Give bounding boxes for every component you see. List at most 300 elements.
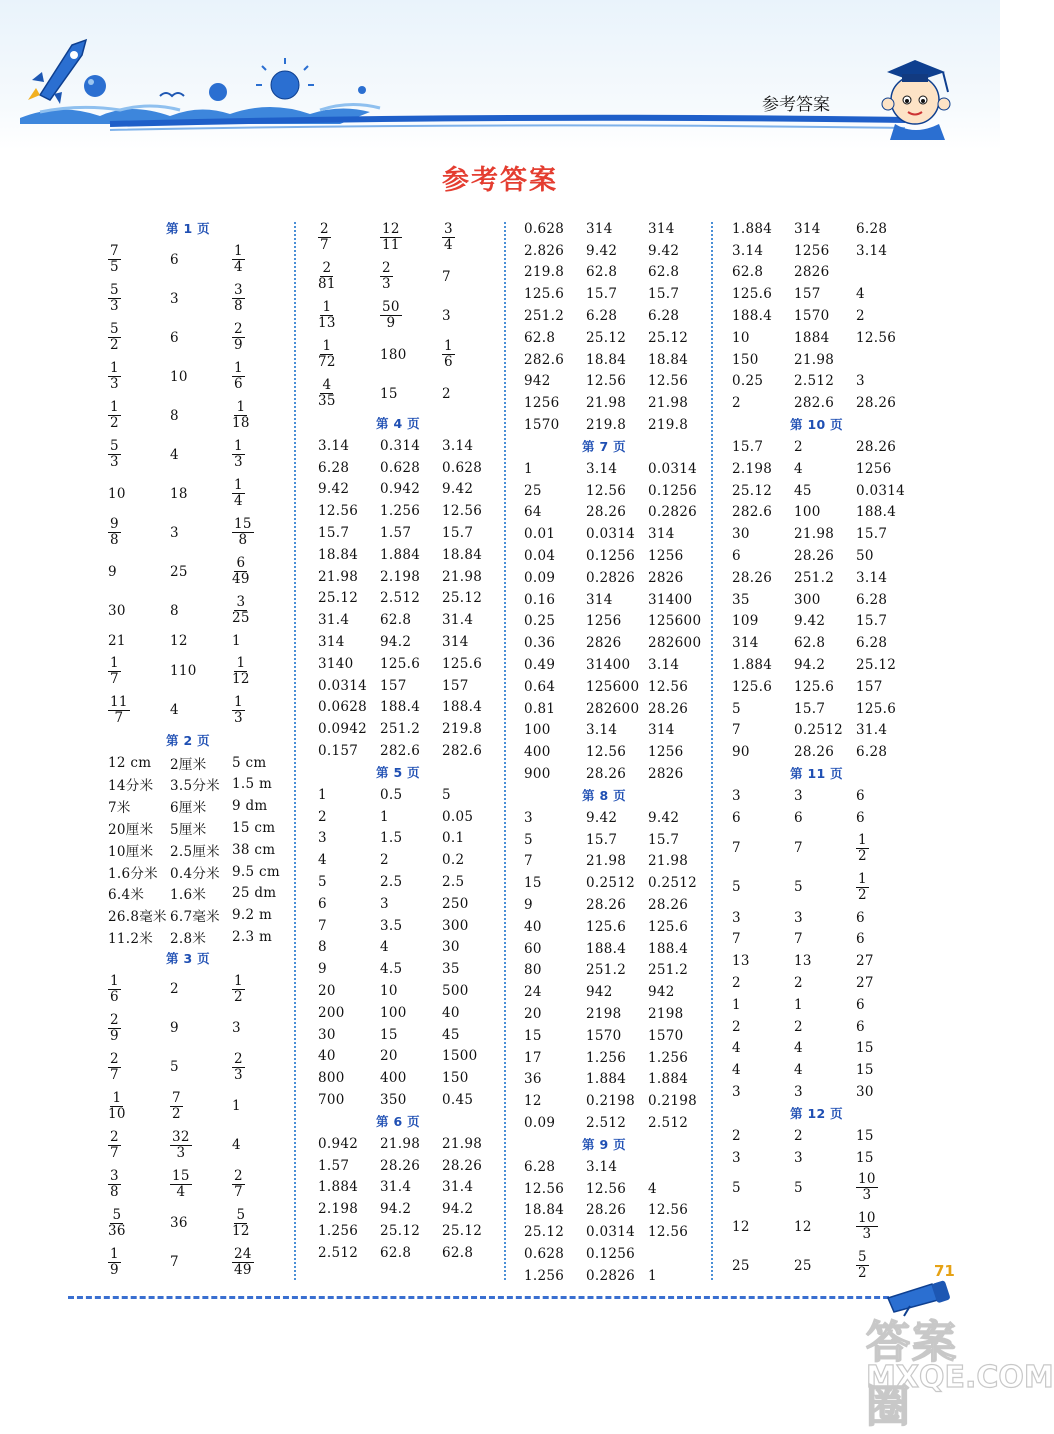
answer-value: 3.14 [732,242,764,259]
answer-value: 0.05 [442,808,474,825]
answer-value: 18.84 [648,351,689,368]
fraction-answer [232,695,302,726]
numerator: 1 [110,360,119,376]
answer-value: 25.12 [380,1222,421,1239]
numerator: 5 [110,282,119,298]
answer-value: 1 [232,632,241,649]
answer-value: 6 [170,251,179,268]
answer-row [108,795,308,817]
answer-value: 21.98 [648,395,689,412]
answer-value: 50 [856,548,874,565]
denominator: 49 [232,571,250,587]
numerator: 1 [110,972,119,989]
answer-row [524,829,724,851]
answer-value: 1.256 [648,1049,689,1066]
answer-value: 15 [856,1149,874,1166]
answer-row [108,1087,308,1126]
answer-value: 64 [524,504,542,521]
answer-value: 4 [794,1062,803,1079]
answer-value: 15 [856,1040,874,1057]
denominator: 3 [862,1187,872,1204]
answer-value: 2826 [586,635,622,652]
answer-row [524,676,724,698]
answer-value: 9.2 m [232,907,273,924]
page-heading: 第 2 页 [166,732,210,748]
answer-value: 62.8 [648,264,680,281]
denominator: 6 [110,988,119,1005]
answer-value: 28.26 [380,1157,421,1174]
answer-value: 2 [380,852,389,869]
answer-value: 31.4 [318,612,350,629]
answer-value: 2198 [586,1005,622,1022]
answer-value: 15 [524,1027,542,1044]
answer-value: 36 [170,1215,188,1232]
answer-row [524,502,724,524]
answer-value: 9.42 [648,242,680,259]
answer-row [732,283,932,305]
fraction-answer [232,1247,302,1278]
denominator: 3 [234,709,243,726]
answer-value: 125.6 [380,655,421,672]
denominator: 8 [238,532,248,548]
numerator: 5 [110,438,119,454]
answer-value: 6.28 [856,220,888,237]
numerator: 2 [110,1011,119,1028]
answer-value: 1570 [648,1027,684,1044]
answer-value: 125.6 [732,678,773,695]
answer-value: 12 [732,1218,750,1235]
answer-row [524,1090,724,1112]
answer-value: 0.1256 [586,1245,636,1262]
answer-value: 12.56 [442,503,483,520]
answer-value: 15.7 [648,286,680,303]
fraction [108,1013,121,1044]
answer-value: 12.56 [318,503,359,520]
answer-value: 35 [442,961,460,978]
answer-row [318,1002,518,1024]
answer-row [318,1220,518,1242]
denominator: 6 [444,354,453,370]
fraction [108,400,121,431]
answer-value: 17 [524,1049,542,1066]
fraction [232,556,250,587]
numerator: 5 [858,1249,867,1266]
numerator: 2 [110,1050,119,1067]
answer-value: 3.14 [586,1158,618,1175]
moon-icon [209,83,227,101]
answer-value: 314 [732,635,759,652]
answer-value: 0.2826 [586,1267,636,1284]
answer-value: 3.14 [856,242,888,259]
answer-row [318,479,518,501]
numerator: 2 [320,221,329,237]
numerator: 1 [110,1245,119,1262]
fraction-answer [170,1169,232,1200]
answer-value: 3 [732,1083,741,1100]
header-decoration [0,0,1000,150]
answer-row [524,1156,724,1178]
page-heading: 第 7 页 [582,438,626,454]
answer-value: 20厘米 [108,822,154,839]
answer-value: 30 [732,526,750,543]
numerator: 1 [236,399,246,415]
answer-value: 6 [856,788,865,805]
denominator: 7 [110,1144,119,1161]
answer-row [524,981,724,1003]
answer-column-1 [108,218,308,1282]
answer-value: 0.0942 [318,721,368,738]
answer-value: 25 [732,1257,750,1274]
fraction-answer [232,400,302,431]
answer-value: 18.84 [442,546,483,563]
answer-value: 21.98 [442,568,483,585]
answer-value: 0.628 [442,459,483,476]
answer-value: 8 [318,939,327,956]
answer-row [318,500,518,522]
fraction-answer [108,400,170,431]
answer-value: 15.7 [856,526,888,543]
denominator: 18 [232,415,250,431]
answer-value: 350 [380,1092,407,1108]
answer-row [318,631,518,653]
answer-row [732,807,932,829]
fraction-answer [318,300,380,331]
answer-row [524,763,724,785]
answer-value: 157 [380,677,407,694]
fraction [232,595,250,626]
answer-value: 800 [318,1070,345,1087]
answer-value: 6.28 [856,744,888,761]
answer-value: 3 [318,830,327,847]
answer-value: 18.84 [586,351,627,368]
answer-row [108,970,308,1009]
fraction-answer [318,222,380,253]
answer-value: 10 [108,485,126,502]
answer-value: 12 [794,1218,812,1235]
answer-value: 7 [732,840,741,857]
answer-row [732,1125,932,1147]
answer-value: 21 [108,632,126,649]
denominator: 12 [232,670,250,687]
answer-value: 1570 [586,1027,622,1044]
answer-value: 314 [648,220,675,237]
answer-value: 21.98 [586,395,627,412]
fraction-answer [380,261,442,292]
answer-row [524,523,724,545]
answer-row [108,861,308,883]
answer-row [524,632,724,654]
answer-value: 219.8 [442,721,483,738]
answer-value: 125.6 [524,286,565,303]
fraction-answer [232,1208,302,1239]
answer-value: 15.7 [794,700,826,717]
answer-value: 9 [108,563,117,580]
numerator: 7 [110,243,119,259]
fraction-answer [108,1247,170,1278]
answer-value: 2 [732,395,741,412]
answer-value: 6.28 [856,591,888,608]
answer-row [524,720,724,742]
denominator: 7 [320,237,329,253]
numerator: 9 [110,516,119,532]
page-heading: 第 4 页 [376,416,420,431]
answer-value: 2.8米 [170,931,207,948]
answer-row [318,675,518,697]
answer-row [108,904,308,926]
answer-value: 31.4 [442,612,474,629]
denominator: 2 [110,415,119,431]
fraction-answer [108,974,170,1005]
fraction-answer [108,439,170,470]
answer-row [732,785,932,807]
answer-value: 9.42 [648,809,680,826]
answer-value: 1.57 [318,1157,350,1174]
answer-value: 6 [732,809,741,826]
answer-value: 94.2 [794,657,826,674]
fraction-answer [108,322,170,353]
denominator: 7 [234,1183,243,1200]
answer-value: 6.28 [318,459,350,476]
fraction [232,1247,254,1278]
denominator: 3 [234,454,243,470]
answer-value: 12.56 [586,744,627,761]
fraction-answer [108,361,170,392]
answer-value: 0.942 [318,1135,359,1152]
answer-value: 251.2 [380,721,421,738]
answer-row [732,950,932,972]
answer-value: 2.512 [318,1244,359,1261]
answer-value: 30 [442,939,460,956]
fraction-answer [232,974,302,1005]
answer-value: 9.5 cm [232,863,280,880]
answer-value: 2.198 [732,460,773,477]
answer-value: 314 [586,220,613,237]
denominator: 7 [110,1066,119,1083]
answer-value: 15 [380,385,398,402]
answer-value: 12.56 [586,1180,627,1197]
answer-value: 2.198 [380,568,421,585]
fraction [170,1130,192,1161]
answer-value: 3.14 [586,722,618,739]
answer-value: 24 [524,984,542,1001]
numerator: 32 [172,1128,190,1145]
answer-value: 314 [442,634,469,651]
answer-row [732,349,932,371]
answer-value: 10 [170,368,188,385]
answer-value: 5 [732,700,741,717]
denominator: 9 [110,1261,119,1278]
answer-value: 5 [732,879,741,896]
answer-value: 0.628 [380,459,421,476]
answer-value: 12.56 [524,1180,565,1197]
answer-value: 40 [442,1004,460,1021]
fraction [380,300,402,331]
fraction [108,283,121,314]
answer-row [318,1155,518,1177]
answer-row [732,1147,932,1169]
answer-value: 7 [170,1254,179,1271]
watermark-logo-text: 答案圈 [866,1317,958,1432]
answer-value: 94.2 [442,1201,474,1218]
answer-value: 251.2 [524,308,565,325]
answer-value: 157 [794,286,821,303]
answer-value: 4 [232,1137,241,1154]
answer-value: 188.4 [856,504,897,521]
fraction [232,1169,245,1200]
answer-value: 11.2米 [108,931,154,948]
numerator: 2 [382,260,391,276]
answer-row [732,371,932,393]
answer-value: 28.26 [794,548,835,565]
answer-value: 15 [856,1062,874,1079]
answer-value: 7 [524,853,533,870]
answer-value: 40 [524,918,542,935]
fraction-answer [232,322,302,353]
answer-value: 300 [794,591,821,608]
answer-value: 314 [794,220,821,237]
fraction-answer [108,517,170,548]
answer-value: 10 [380,983,398,1000]
answer-row [732,632,932,654]
numerator: 15 [234,516,252,532]
answer-value: 94.2 [380,634,412,651]
answer-row [318,937,518,959]
answer-row [524,851,724,873]
numerator: 24 [234,1245,252,1262]
answer-row [318,653,518,675]
fraction-answer [108,283,170,314]
answer-value: 5 [732,1179,741,1196]
numerator: 1 [234,360,243,376]
answer-value: 125.6 [856,700,897,717]
fraction [108,695,130,726]
fraction [232,322,245,353]
denominator: 12 [232,1222,250,1239]
answer-value: 1256 [794,242,830,259]
answer-value: 1256 [856,460,892,477]
denominator: 4 [444,237,453,253]
answer-value: 35 [732,591,750,608]
fraction [856,872,869,903]
answer-row [524,1112,724,1134]
numerator: 1 [234,477,243,493]
denominator: 4 [176,1183,186,1200]
answer-value: 188.4 [648,940,689,957]
numerator: 2 [110,1128,119,1145]
answer-row [732,611,932,633]
answer-value: 188.4 [442,699,483,716]
star-icon [358,86,366,94]
numerator: 1 [234,693,243,710]
answer-value: 188.4 [380,699,421,716]
answer-value: 1.884 [732,657,773,674]
answer-value: 28.26 [586,1202,627,1219]
answer-value: 0.0314 [648,460,698,477]
answer-row [732,676,932,698]
answer-value: 4 [648,1180,657,1197]
answer-value: 2198 [648,1005,684,1022]
answer-value: 1570 [524,417,560,434]
answer-row [108,513,308,552]
answer-value: 0.49 [524,657,556,674]
answer-value: 25 [170,563,188,580]
answer-row [732,720,932,742]
answer-row [108,926,308,948]
answer-value: 1 [524,460,533,477]
answer-value: 7 [794,840,803,857]
answer-value: 0.1256 [648,482,698,499]
answer-row [524,1265,724,1287]
answer-row [524,1068,724,1090]
answer-value: 7 [732,722,741,739]
answer-value: 21.98 [318,568,359,585]
answer-row [732,567,932,589]
answer-value: 0.09 [524,569,556,586]
answer-value: 3 [732,1149,741,1166]
answer-value: 31.4 [856,722,888,739]
answer-value: 4.5 [380,961,403,978]
numerator: 1 [858,831,867,848]
denominator: 81 [318,276,336,292]
answer-value: 28.26 [442,1157,483,1174]
answer-row [108,630,308,652]
answer-value: 21.98 [586,853,627,870]
page-heading: 第 3 页 [166,950,210,966]
numerator: 5 [110,321,119,337]
fraction-answer [170,1130,232,1161]
answer-value: 2厘米 [170,756,207,773]
answer-value: 15.7 [586,286,618,303]
answer-row [732,929,932,951]
fraction [108,439,121,470]
answer-value: 0.4分米 [170,865,220,882]
answer-row [524,894,724,916]
answer-value: 9.42 [318,481,350,498]
answer-value: 942 [524,373,551,390]
answer-value: 125600 [648,613,702,630]
answer-row [524,741,724,763]
fraction-answer [108,1091,170,1122]
answer-row [732,907,932,929]
answer-row [108,691,308,730]
answer-row [732,1038,932,1060]
answer-value: 0.2512 [586,875,636,892]
answer-value: 2.512 [586,1114,627,1131]
answer-value: 3.5分米 [170,778,220,795]
fraction-answer [442,222,512,253]
answer-row [108,883,308,905]
denominator: 36 [108,1222,126,1239]
denominator: 8 [110,532,119,548]
fraction [380,261,393,292]
answer-value: 1.884 [732,220,773,237]
answer-value: 314 [648,526,675,543]
answer-row [318,335,518,374]
answer-value: 5 [170,1059,179,1076]
denominator: 2 [858,886,867,903]
answer-row [108,279,308,318]
answer-value: 1884 [794,329,830,346]
answer-value: 0.45 [442,1092,474,1108]
answer-value: 1570 [794,308,830,325]
answer-value: 80 [524,962,542,979]
answer-row [524,1003,724,1025]
denominator: 2 [858,1265,867,1282]
answer-value: 7 [794,931,803,948]
answer-value: 2.5 [442,874,465,891]
answer-value: 62.8 [380,1244,412,1261]
numerator: 5 [112,1206,122,1223]
